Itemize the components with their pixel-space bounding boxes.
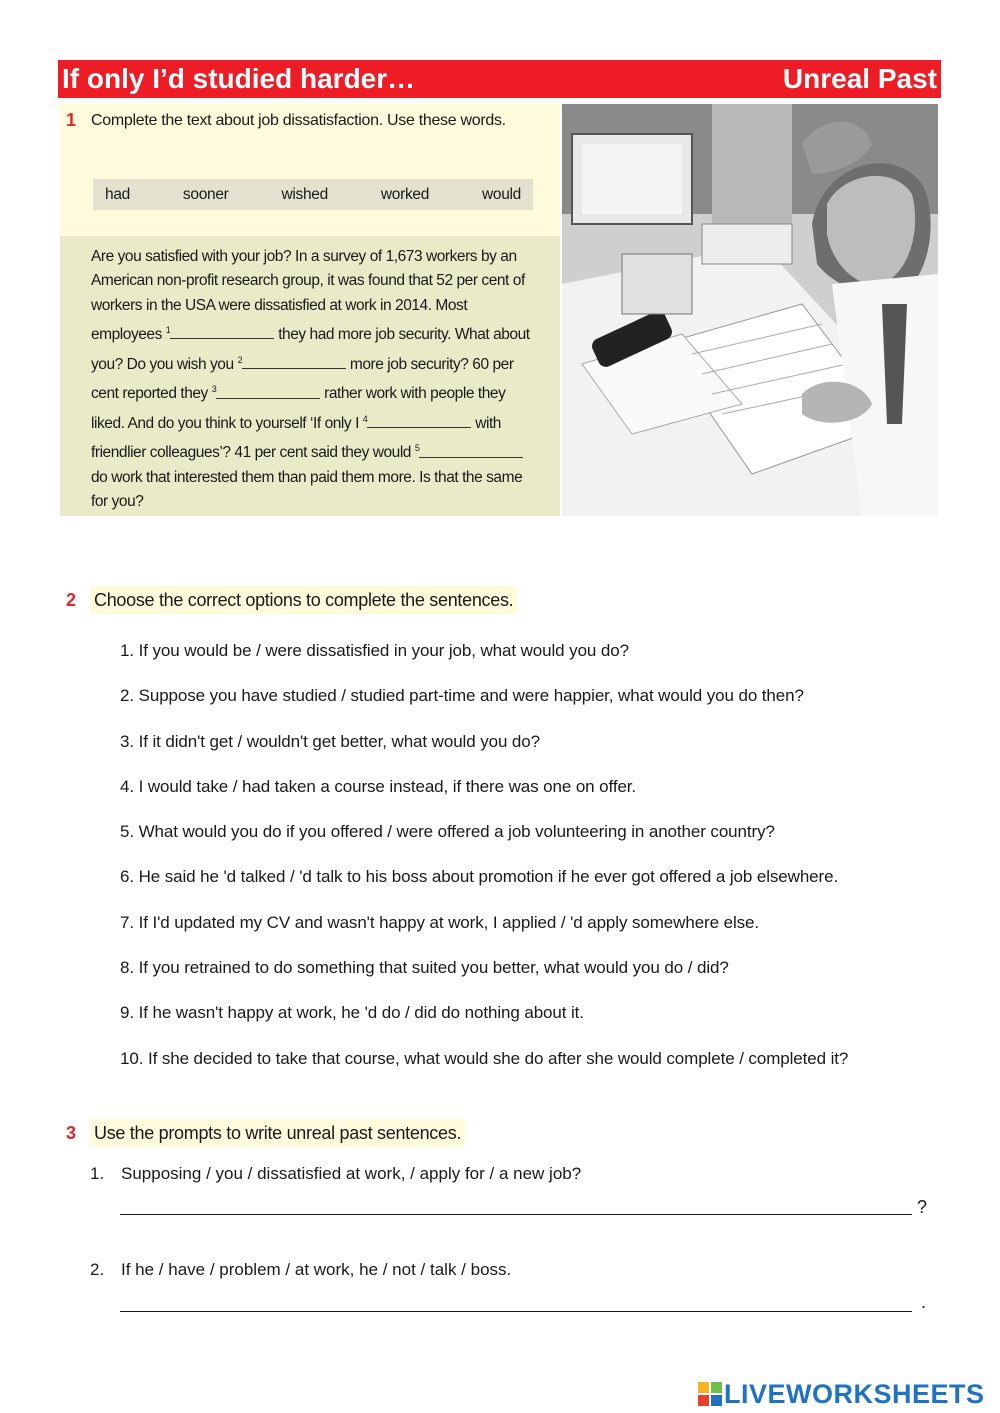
list-item: 9. If he wasn't happy at work, he 'd do / did do nothing about it. [120,1003,584,1023]
list-item: 2. Suppose you have studied / studied part-time and were happier, what would you do then? [120,686,804,706]
prompt-number: 1. [90,1164,105,1183]
word-box-word: sooner [182,185,229,203]
list-item: 1. If you would be / were dissatisfied in your job, what would you do? [120,641,629,660]
gap-number: 2 [237,354,243,365]
list-item: 3. If it didn't get / wouldn't get better, what would you do? [120,731,540,751]
word-box-word: wished [281,185,328,203]
exercise-2-instruction: Choose the correct options to complete the sentences. [90,586,517,614]
exercise-1-instruction: Complete the text about job dissatisfaction. Use these words. [91,112,506,129]
exercise-1 [60,104,560,516]
gap-3-blank[interactable] [216,384,320,399]
prompt-text: Supposing / you / dissatisfied at work, / apply for / a new job? [121,1164,582,1183]
prompt-2 [90,1260,511,1280]
word-box-word: would [482,185,521,203]
worksheet-title: If only I’d studied harder… [62,63,416,94]
exercise-2-number: 2 [66,590,77,610]
exercise-3-instruction: Use the prompts to write unreal past sentences. [90,1119,465,1147]
prompt-text: If he / have / problem / at work, he / not / talk / boss. [121,1260,512,1279]
gap-4-blank[interactable] [367,413,471,428]
gap-number: 1 [165,325,171,336]
worksheet-topic: Unreal Past [782,63,937,94]
gap-1-blank[interactable] [170,324,274,339]
liveworksheets-logo-icon [698,1382,722,1406]
gap-2-blank[interactable] [242,354,346,369]
gap-number: 3 [211,384,217,395]
liveworksheets-logo-text: LIVEWORKSHEETS [724,1378,985,1409]
exercise-1-number: 1 [66,110,77,130]
answer-2-punctuation: . [921,1292,927,1312]
liveworksheets-logo [698,1378,985,1410]
paragraph-text: Are you satisfied with your job? In a survey of 1,673 workers by an American non-profit research group, it was found that 52 per cent of workers in the USA were dissatisfied at work in 2014. Most employees [91,248,525,344]
list-item: 6. He said he 'd talked / 'd talk to his boss about promotion if he ever got offered a job elsewhere. [120,867,839,887]
worksheet-header [58,60,941,98]
paragraph-text: with friendlier colleagues’? 41 per cent said they would [91,415,501,462]
word-box-word: had [105,185,130,203]
prompt-1 [90,1164,581,1184]
exercise-1-instruction-panel [60,104,560,236]
list-item: 10. If she decided to take that course, what would she do after she would complete / completed it? [120,1048,849,1068]
gap-fill-paragraph [91,245,541,515]
word-box [93,179,533,210]
prompt-number: 2. [90,1260,105,1279]
gap-number: 4 [362,413,368,424]
answer-1-punctuation: ? [917,1197,928,1217]
list-item: 5. What would you do if you offered / were offered a job volunteering in another country? [120,822,775,842]
paragraph-text: more job security? 60 per cent reported they [91,355,514,403]
list-item: 7. If I'd updated my CV and wasn't happy at work, I applied / 'd apply somewhere else. [120,912,759,932]
gap-5-blank[interactable] [419,443,523,458]
exercise-3-number: 3 [66,1123,77,1143]
answer-2-field[interactable] [120,1297,912,1312]
exercise-2-sentence-list [120,639,940,1092]
exercise-1-text-panel [60,236,560,516]
word-box-word: worked [380,185,430,203]
stressed-worker-illustration [562,104,938,516]
list-item: 4. I would take / had taken a course instead, if there was one on offer. [120,776,637,796]
gap-number: 5 [414,443,420,454]
list-item: 8. If you retrained to do something that suited you better, what would you do / did? [120,958,729,978]
paragraph-text: rather work with people they liked. And do you think to yourself ‘If only I [91,385,506,433]
paragraph-text: they had more job security. What about you? Do you wish you [91,326,530,373]
stressed-worker-photo [562,104,938,516]
paragraph-text: do work that interested them than paid them more. Is that the same for you? [91,469,523,511]
answer-1-field[interactable] [120,1200,912,1215]
